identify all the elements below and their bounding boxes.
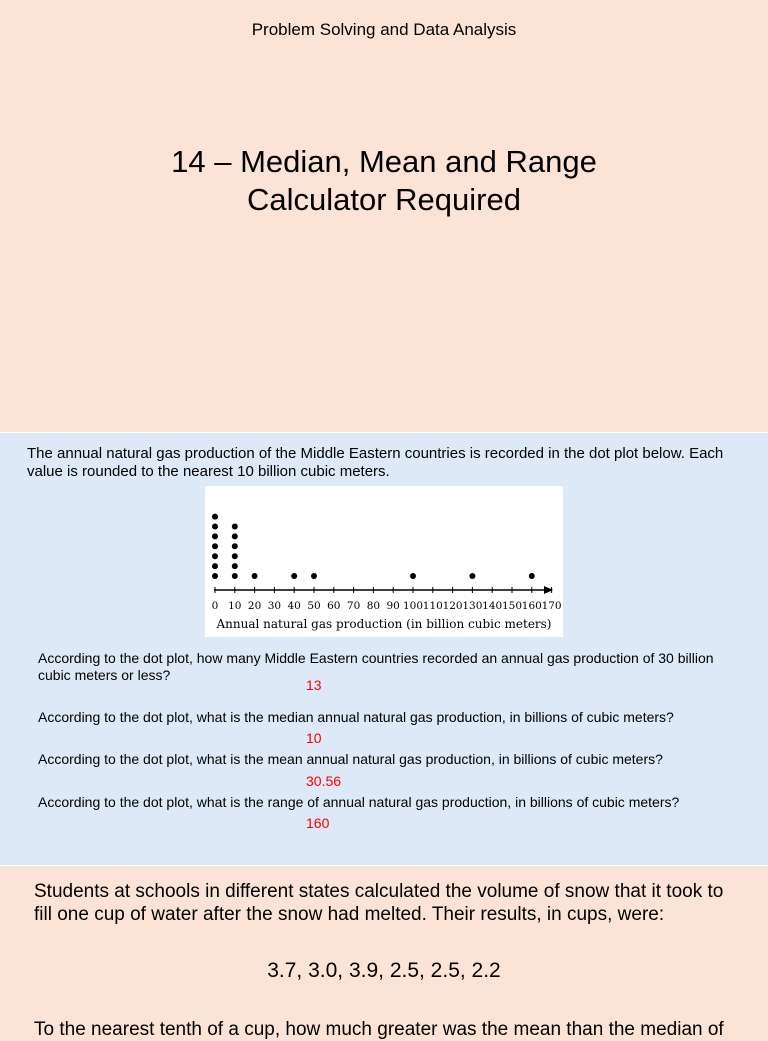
- answer-3: 30.56: [306, 773, 342, 789]
- section-header: Problem Solving and Data Analysis: [251, 20, 517, 39]
- x-tick-label: 100: [402, 600, 424, 612]
- dot-plot: [205, 486, 563, 637]
- x-tick-label: 0: [211, 600, 219, 612]
- x-tick-label: 50: [307, 600, 321, 612]
- x-tick-label: 80: [366, 600, 381, 612]
- dot-plot-svg: [205, 486, 563, 637]
- question-2: According to the dot plot, what is the median annual natural gas production, in billions of cubic meters?: [38, 709, 674, 725]
- x-tick-label: 120: [442, 600, 463, 612]
- x-tick-label: 170: [541, 600, 562, 612]
- x-tick-label: 90: [386, 600, 400, 612]
- slide-title: [0, 143, 768, 219]
- x-tick-label: 150: [501, 600, 523, 612]
- answer-2: 10: [306, 730, 322, 746]
- snow-problem-text: Students at schools in different states calculated the volume of snow that it took to fill one cup of water after the snow had melted. Their results, in cups, were:: [34, 881, 724, 925]
- data-dot: [212, 573, 218, 579]
- data-dot: [212, 514, 218, 520]
- question-3: According to the dot plot, what is the mean annual natural gas production, in billions of cubic meters?: [38, 751, 663, 767]
- data-dot: [212, 533, 218, 539]
- x-tick-label: 10: [228, 600, 242, 612]
- data-dot: [212, 524, 218, 530]
- title-slide: [0, 0, 768, 432]
- title-line-1: 14 – Median, Mean and Range: [171, 144, 597, 179]
- x-tick-label: 140: [482, 600, 503, 612]
- snow-problem-slide: [0, 866, 768, 1040]
- x-tick-label: 20: [247, 600, 262, 612]
- problem-intro: The annual natural gas production of the Middle Eastern countries is recorded in the dot plot below. Each value is rounded to the nearest 10 billion cubic meters.: [27, 445, 724, 480]
- data-dot: [212, 543, 218, 549]
- x-tick-label: 60: [327, 600, 341, 612]
- data-dot: [232, 553, 238, 559]
- x-tick-label: 160: [521, 600, 542, 612]
- data-dot: [232, 533, 238, 539]
- data-dot: [311, 573, 317, 579]
- dot-plot-slide: [0, 433, 768, 865]
- data-dot: [529, 573, 535, 579]
- question-1: According to the dot plot, how many Middle Eastern countries recorded an annual gas production of 30 billion cubic meters or less?: [38, 650, 714, 683]
- x-tick-label: 110: [422, 600, 443, 612]
- answer-1: 13: [306, 677, 322, 693]
- data-dot: [232, 543, 238, 549]
- x-tick-label: 130: [462, 600, 483, 612]
- x-tick-label: 70: [346, 600, 361, 612]
- data-dot: [410, 573, 416, 579]
- data-dot: [232, 524, 238, 530]
- data-dot: [232, 563, 238, 569]
- snow-question: To the nearest tenth of a cup, how much greater was the mean than the median of: [34, 1019, 724, 1040]
- data-dot: [232, 573, 238, 579]
- data-dot: [212, 553, 218, 559]
- data-dot: [291, 573, 297, 579]
- data-dot: [469, 573, 475, 579]
- snow-values: 3.7, 3.0, 3.9, 2.5, 2.5, 2.2: [267, 959, 501, 982]
- x-tick-label: 30: [267, 600, 282, 612]
- question-4: According to the dot plot, what is the range of annual natural gas production, in billions of cubic meters?: [38, 794, 680, 810]
- data-dot: [252, 573, 258, 579]
- data-dot: [212, 563, 218, 569]
- x-axis-title: Annual natural gas production (in billion cubic meters): [216, 617, 552, 631]
- title-line-2: Calculator Required: [247, 182, 521, 217]
- answer-4: 160: [306, 815, 330, 831]
- x-tick-label: 40: [287, 600, 301, 612]
